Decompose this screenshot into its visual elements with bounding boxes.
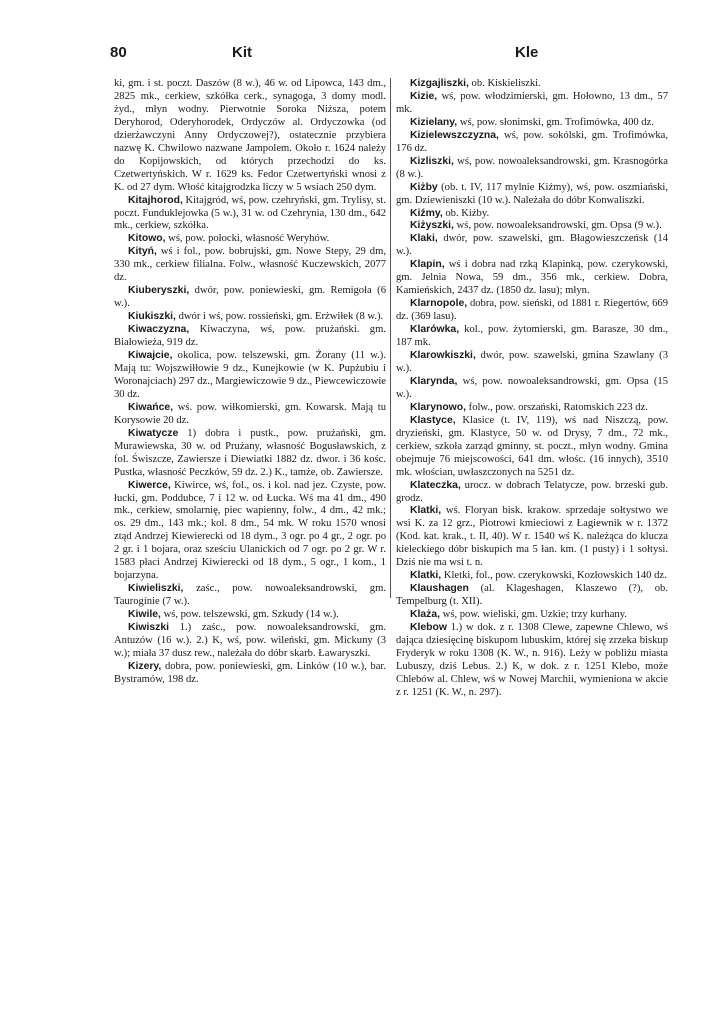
dictionary-entry bbox=[114, 428, 386, 480]
entry-headword: Kiuberyszki, bbox=[128, 285, 190, 297]
entry-headword: Kiwerce, bbox=[128, 479, 171, 491]
entry-text: (al. Klageshagen, Klaszewo (?), ob. Tempelburg (t. XII). bbox=[396, 583, 668, 608]
dictionary-entry bbox=[396, 622, 668, 700]
entry-text: zaśc., pow. nowoaleksandrowski, gm. Taurogínie (7 w.). bbox=[114, 583, 386, 608]
entry-text: 1.) w dok. z r. 1308 Clewe, zapewne Chlewo, wś dająca dziesięcinę biskupom lubuskim, której się zrzeka biskup Fryderyk w roku 1308 (K. W., n. 916). Leży w pobliżu miasta Lubuszy, dziś Lebus. 2.) K, w dok. z r. 1251 Klebo, może Chlebów al. Chlew, wś w Nowej Marchii, wymieniona w akcie z r. 1251 (K. W., n. 297). bbox=[396, 622, 668, 698]
entry-text: kol., pow. żytomierski, gm. Barasze, 30 dm., 187 mk. bbox=[396, 324, 668, 349]
entry-headword: Klarynowo, bbox=[410, 401, 467, 413]
left-running-head: Kit bbox=[232, 44, 252, 61]
dictionary-entry bbox=[114, 78, 386, 195]
entry-text: wś, pow. telszewski, gm. Szkudy (14 w.). bbox=[160, 609, 339, 621]
dictionary-entry bbox=[396, 156, 668, 182]
page-number: 80 bbox=[110, 44, 127, 61]
entry-text: wś, pow. włodzimierski, gm. Hołowno, 13 dm., 57 mk. bbox=[396, 90, 668, 115]
entry-text: 1.) zaśc., pow. nowoaleksandrowski, gm. Antuzów (16 w.). 2.) K, wś, pow. wileński, gm. Mickuny (3 w.); miała 37 dusz rew., należała do dóbr skarb. Ławaryszki. bbox=[114, 622, 386, 659]
entry-text: wś, pow. nowoaleksandrowski, gm. Opsa (9 w.). bbox=[453, 220, 662, 232]
left-column bbox=[114, 78, 386, 687]
dictionary-entry bbox=[396, 220, 668, 233]
entry-headword: Kiwańce, bbox=[128, 401, 174, 413]
entry-headword: Kiwieliszki, bbox=[128, 583, 184, 595]
right-column bbox=[396, 78, 668, 700]
entry-headword: Klastyce, bbox=[410, 414, 456, 426]
entry-headword: Kiukiszki, bbox=[128, 311, 176, 323]
dictionary-entry bbox=[396, 505, 668, 570]
dictionary-entry bbox=[114, 285, 386, 311]
entry-text: 1) dobra i pustk., pow. prużański, gm. Murawiewska, 30 w. od Prużany, własność Bogusławskich, z fol. Świszcze, Zawiersze i Diewiatki 1882 dz. dwor. i 36 kośc. Pustka, własność Peczków, 59 dz. 2.) K., tamże, ob. Zawiersze. bbox=[114, 427, 386, 478]
entry-headword: Kiwile, bbox=[128, 609, 161, 621]
running-header bbox=[110, 44, 610, 66]
entry-text: wś, pow. nowoaleksandrowski, gm. Krasnogórka (8 w.). bbox=[396, 155, 668, 180]
dictionary-entry bbox=[114, 195, 386, 234]
entry-headword: Kitajhorod, bbox=[128, 194, 183, 206]
entry-headword: Kizery, bbox=[128, 660, 162, 672]
dictionary-entry bbox=[396, 324, 668, 350]
dictionary-entry bbox=[396, 350, 668, 376]
entry-headword: Kiwajcie, bbox=[128, 350, 173, 362]
entry-headword: Klateczka, bbox=[410, 479, 461, 491]
entry-headword: Kizielany, bbox=[410, 116, 458, 128]
dictionary-entry bbox=[396, 78, 668, 91]
dictionary-entry bbox=[114, 583, 386, 609]
entry-text: wś. pow. wiłkomierski, gm. Kowarsk. Mają tu Korysowie 20 dz. bbox=[114, 401, 386, 426]
entry-text: Kiwirce, wś, fol., os. i kol. nad jez. Czyste, pow. łucki, gm. Poddubce, 7 i 12 w. od Łucka. Wś ma 41 dm., 490 mk., cerkiew, smolarnię, piec wapienny, folw., 4 dm., 42 mk.; os. 29 dm., 143 mk.; kol. 8 dm., 54 mk. W roku 1570 wnosi ztąd Andrzej Kiewierecki od 18 dym., 3 ogr. po 4 gr., 2 ogr. po 2 gr. i 1 bojara, oraz sześciu Ulanickich od 7 ogr. po 2 gr. W r. 1583 płaci Andrzej Kiwierecki od 18 dym., 5 ogr., 1 kom., 1 bojarzyna. bbox=[114, 479, 386, 582]
entry-text: folw., pow. orszański, Ratomskich 223 dz. bbox=[466, 401, 648, 413]
dictionary-entry bbox=[396, 117, 668, 130]
entry-text: wś, pow. sokólski, gm. Trofimówka, 176 dz. bbox=[396, 129, 668, 154]
entry-text: ob. Kiżby. bbox=[442, 207, 490, 219]
entry-text: wś. Floryan bisk. krakow. sprzedaje sołtystwo we wsi K. za 12 grz., Piotrowi kmieciowi z Łagiewnik w r. 1372 (Kod. kat. krak., t. II, 40). W r. 1540 wś K. należąca do klucza kieleckiego dóbr biskupich ma 5 łan. km. (1 pusty) i 1 sołtysi. Dziś nie ma wsi t. n. bbox=[396, 505, 668, 569]
entry-text: dwór, pow. szawelski, gm. Błagowieszczeńsk (14 w.). bbox=[396, 233, 668, 258]
dictionary-entry bbox=[114, 480, 386, 584]
entry-headword: Kizgajliszki, bbox=[410, 78, 469, 89]
entry-headword: Klarówka, bbox=[410, 324, 460, 336]
entry-text: Klasice (t. IV, 119), wś nad Niszczą, pow. dryzieński, gm. Klastyce, 50 w. od Drysy, 7 dm., 72 mk., cerkiew, szkoła zarząd gminny, st. poczt., młyn wodny. Gmina obejmuje 76 miejscowości, 641 dm. włośc. (16 innych), 3510 mk. włościan, uwłaszczonych na 5251 dz. bbox=[396, 414, 668, 478]
dictionary-entry bbox=[114, 350, 386, 402]
entry-text: dwór i wś, pow. rossieński, gm. Erżwiłek (8 w.). bbox=[175, 311, 384, 323]
dictionary-entry bbox=[114, 324, 386, 350]
right-running-head: Kle bbox=[515, 44, 539, 61]
dictionary-entry bbox=[396, 130, 668, 156]
entry-text: Kitajgród, wś, pow. czehryński, gm. Trylisy, st. poczt. Funduklejowka (5 w.), 31 w. od Czehrynia, 130 dm., 642 mk., cerkiew, szkółka. bbox=[114, 194, 386, 232]
dictionary-entry bbox=[114, 661, 386, 687]
entry-text: dobra, pow. poniewieski, gm. Linków (10 w.), bar. Bystramów, 198 dz. bbox=[114, 660, 386, 685]
dictionary-entry bbox=[114, 622, 386, 661]
entry-text: urocz. w dobrach Telatycze, pow. brzeski gub. grodz. bbox=[396, 479, 668, 504]
dictionary-entry bbox=[396, 298, 668, 324]
entry-text: ob. Kiskieliszki. bbox=[468, 78, 541, 89]
dictionary-entry bbox=[114, 402, 386, 428]
dictionary-entry bbox=[396, 208, 668, 221]
entry-headword: Klebow bbox=[410, 622, 447, 634]
entry-headword: Klapin, bbox=[410, 259, 445, 271]
entry-headword: Kiwaczyzna, bbox=[128, 324, 190, 336]
entry-text: dwór, pow. poniewieski, gm. Remigoła (6 w.). bbox=[114, 285, 386, 310]
entry-headword: Kiwiszki bbox=[128, 622, 169, 634]
entry-headword: Kizielewszczyzna, bbox=[410, 129, 499, 141]
entry-text: wś i fol., pow. bobrujski, gm. Nowe Stepy, 29 dm, 330 mk., cerkiew filialna. Folw., własność Kuczewskich, 2077 dz. bbox=[114, 246, 386, 284]
entry-headword: Klarynda, bbox=[410, 375, 458, 387]
entry-headword: Kizie, bbox=[410, 90, 438, 102]
dictionary-entry bbox=[114, 609, 386, 622]
dictionary-entry bbox=[114, 246, 386, 285]
dictionary-entry bbox=[396, 233, 668, 259]
dictionary-entry bbox=[396, 376, 668, 402]
entry-headword: Klaki, bbox=[410, 233, 438, 245]
entry-text: Kiwaczyna, wś, pow. prużański. gm. Białowieża, 919 dz. bbox=[114, 324, 386, 349]
entry-headword: Kityń, bbox=[128, 246, 157, 258]
entry-text: Kletki, fol., pow. czerykowski, Kozłowskich 140 dz. bbox=[441, 570, 667, 582]
entry-headword: Klaushagen bbox=[410, 583, 469, 595]
entry-headword: Kiżyszki, bbox=[410, 220, 454, 232]
entry-text: wś, pow. nowoaleksandrowski, gm. Opsa (15 w.). bbox=[396, 375, 668, 400]
entry-text: okolica, pow. telszewski, gm. Żorany (11 w.). Mają tu: Wojszwiłłowie 9 dz., Kunejkowie (w K. Pupżubiu i Woronajciach) 297 dz., Margiewiczowie 9 dz., Piewcewiczowie 30 dz. bbox=[114, 350, 386, 400]
dictionary-entry bbox=[396, 402, 668, 415]
dictionary-entry bbox=[396, 480, 668, 506]
entry-headword: Kiźmy, bbox=[410, 207, 443, 219]
entry-text: wś, pow. słonimski, gm. Trofimówka, 400 dz. bbox=[457, 116, 654, 128]
entry-headword: Kiżby bbox=[410, 181, 438, 193]
entry-headword: Kiwatycze bbox=[128, 427, 179, 439]
dictionary-entry bbox=[396, 182, 668, 208]
dictionary-entry bbox=[114, 311, 386, 324]
entry-headword: Klarnopole, bbox=[410, 298, 468, 310]
dictionary-entry bbox=[396, 570, 668, 583]
entry-text: ki, gm. i st. poczt. Daszów (8 w.), 46 w. od Lipowca, 143 dm., 2825 mk., cerkiew, szkółka cerk., synagoga, 3 domy modl. żyd., młyn wodny. Pierwotnie Sorokа Niższa, potem Deryhorod, Oderyhorodek, Ordyczów al. Ordyczowka (od dzierżawczyni Anny Ordyczowej?), ostatecznie przybiera nazwę K. Chwilowo nazwane Jampolem. Około r. 1624 należy do Kopijowskich, od których przechodzi do ks. Czetwertyńskich. W r. 1629 ks. Fedor Czetwertyński wnosi z K. od 27 dym. Włość kitajgrodzka liczy w 5 wsiach 250 dym. bbox=[114, 78, 386, 193]
dictionary-entry bbox=[114, 233, 386, 246]
entry-text: dwór, pow. szawelski, gmina Szawlany (3 w.). bbox=[396, 350, 668, 374]
entry-headword: Kitowo, bbox=[128, 233, 166, 245]
entry-text: wś i dobra nad rzką Klapinką, pow. czerykowski, gm. Jelnia Nowa, 59 dm., 356 mk., cerkiew. Dobra, Kamieńskich, 2437 dz. (1850 dz. lasu); młyn. bbox=[396, 259, 668, 297]
entry-text: (ob. t. IV, 117 mylnie Kiźmy), wś, pow. oszmiański, gm. Dziewieniszki (10 w.). Należała do dóbr Konwaliszki. bbox=[396, 181, 668, 206]
entry-headword: Kizliszki, bbox=[410, 155, 454, 167]
entry-text: dobra, pow. sieński, od 1881 r. Riegertów, 669 dz. (369 lasu). bbox=[396, 298, 668, 323]
dictionary-entry bbox=[396, 415, 668, 480]
entry-headword: Klarowkiszki, bbox=[410, 350, 476, 362]
entry-text: wś, pow. połocki, własność Weryhów. bbox=[165, 233, 330, 245]
dictionary-entry bbox=[396, 91, 668, 117]
dictionary-entry bbox=[396, 583, 668, 609]
entry-headword: Klatki, bbox=[410, 505, 442, 517]
dictionary-entry bbox=[396, 609, 668, 622]
entry-text: wś, pow. wieliski, gm. Uzkie; trzy kurhany. bbox=[440, 609, 627, 621]
entry-headword: Klaża, bbox=[410, 609, 441, 621]
dictionary-entry bbox=[396, 259, 668, 298]
entry-headword: Klatki, bbox=[410, 570, 442, 582]
column-divider bbox=[390, 78, 391, 598]
